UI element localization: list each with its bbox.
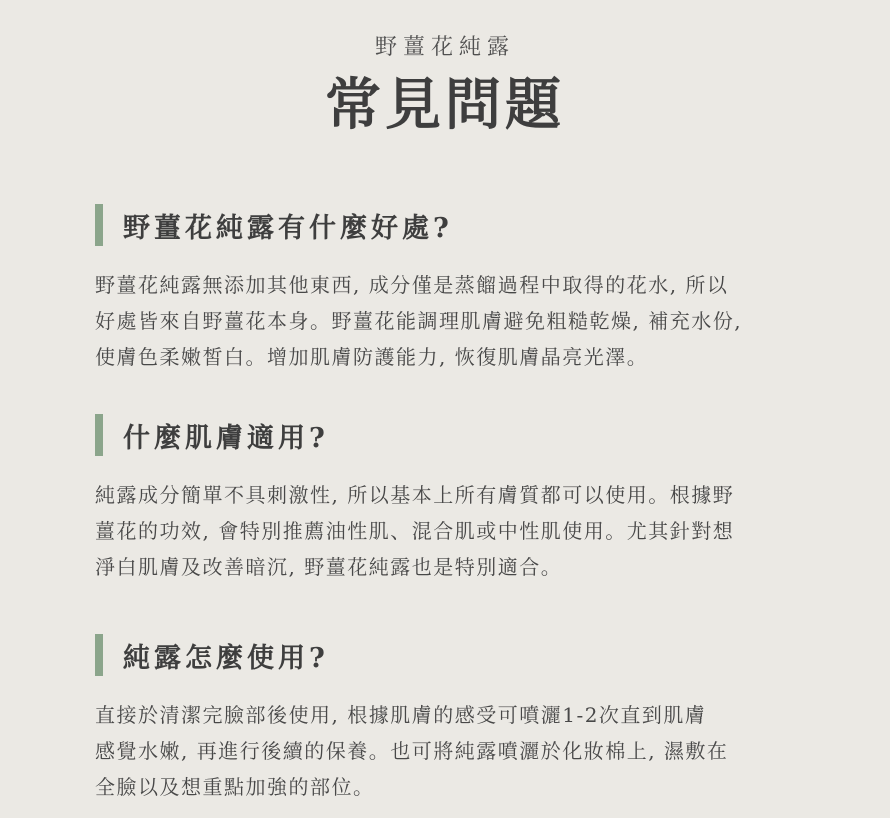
- faq-question: 純露怎麼使用?: [123, 642, 329, 674]
- product-name: 野薑花純露: [374, 35, 515, 60]
- faq-question: 野薑花純露有什麼好處?: [123, 212, 453, 244]
- faq-answer: [95, 477, 855, 585]
- faq-question: 什麼肌膚適用?: [123, 422, 329, 454]
- answer-line: 淨白肌膚及改善暗沉, 野薑花純露也是特別適合。: [95, 555, 563, 579]
- answer-line: 好處皆來自野薑花本身。野薑花能調理肌膚避免粗糙乾燥, 補充水份,: [95, 309, 743, 333]
- faq-answer: [95, 267, 855, 375]
- faq-section-usage: [95, 633, 855, 805]
- page-title: 常見問題: [325, 72, 565, 138]
- faq-question-heading: [95, 203, 855, 247]
- answer-line: 薑花的功效, 會特別推薦油性肌、混合肌或中性肌使用。尤其針對想: [95, 519, 735, 543]
- faq-question-heading: [95, 413, 855, 457]
- faq-answer: [95, 697, 855, 805]
- answer-line: 野薑花純露無添加其他東西, 成分僅是蒸餾過程中取得的花水, 所以: [95, 273, 729, 297]
- heading-accent-bar: [95, 414, 103, 456]
- faq-section-skin-types: [95, 413, 855, 585]
- answer-line: 感覺水嫩, 再進行後續的保養。也可將純露噴灑於化妝棉上, 濕敷在: [95, 739, 729, 763]
- answer-line: 直接於清潔完臉部後使用, 根據肌膚的感受可噴灑1-2次直到肌膚: [95, 703, 707, 727]
- answer-line: 使膚色柔嫩皙白。增加肌膚防護能力, 恢復肌膚晶亮光澤。: [95, 345, 649, 369]
- answer-line: 純露成分簡單不具刺激性, 所以基本上所有膚質都可以使用。根據野: [95, 483, 735, 507]
- answer-line: 全臉以及想重點加強的部位。: [95, 775, 375, 799]
- faq-question-heading: [95, 633, 855, 677]
- heading-accent-bar: [95, 634, 103, 676]
- faq-section-benefits: [95, 203, 855, 375]
- heading-accent-bar: [95, 204, 103, 246]
